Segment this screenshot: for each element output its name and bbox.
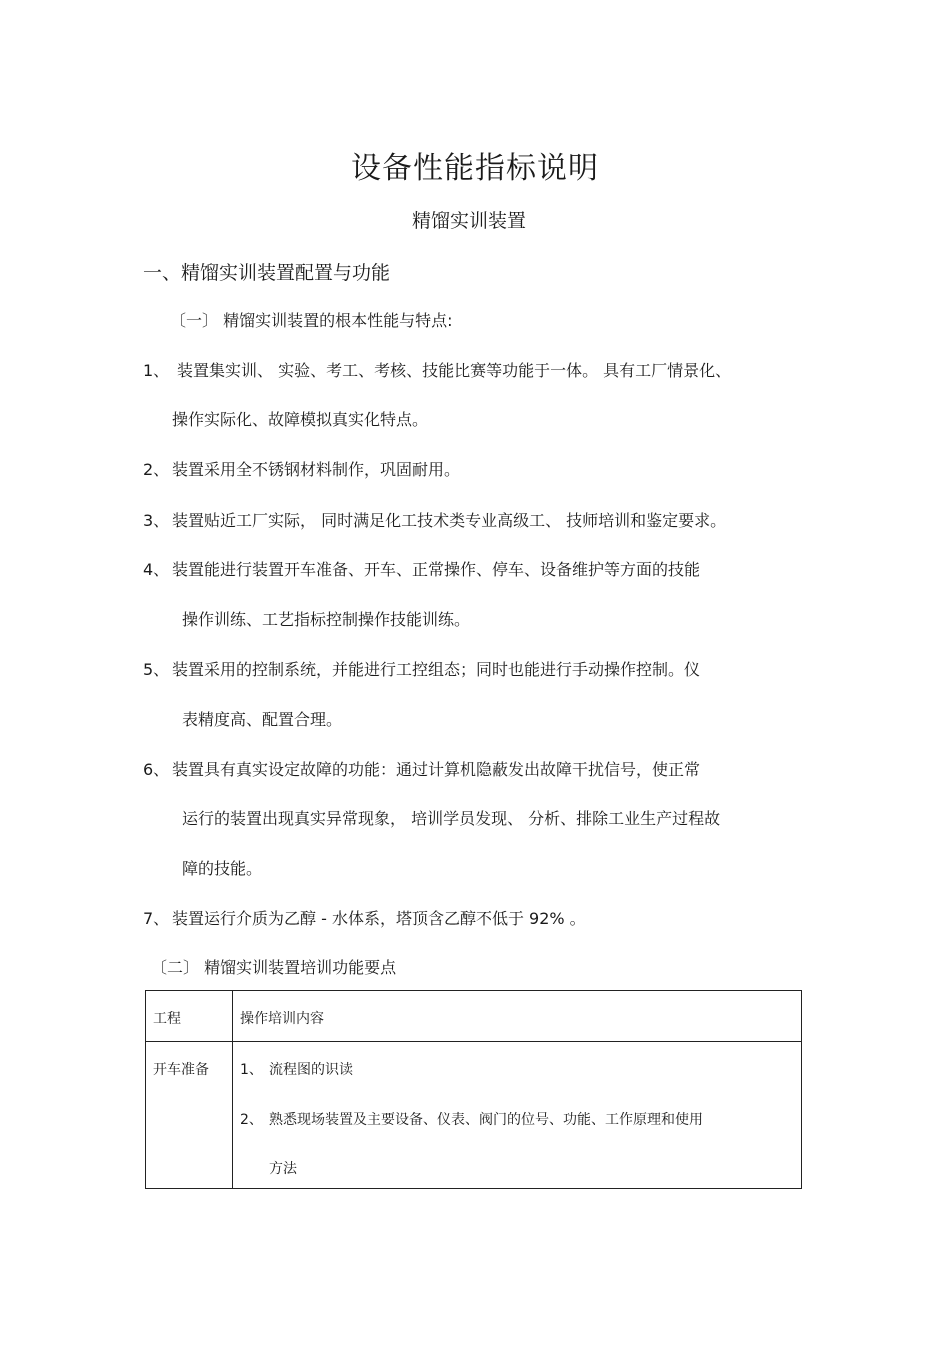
list-item-number: 1、 [143,361,170,380]
list-item-line: 装置集实训、 实验、考工、考核、技能比赛等功能于一体。 具有工厂情景化、 [177,361,732,380]
table-divider [232,991,233,1188]
list-item-line: 装置采用的控制系统，并能进行工控组态；同时也能进行手动操作控制。仪 [172,660,701,679]
list-item-number: 7、 [143,909,170,928]
list-item-number: 2、 [143,460,170,479]
list-item-line: 障的技能。 [182,859,263,878]
list-item-number: 5、 [143,660,170,679]
list-item-line: 装置具有真实设定故障的功能：通过计算机隐蔽发出故障干扰信号，使正常 [172,760,701,779]
page-subtitle: 精馏实训装置 [411,210,526,232]
page-title: 设备性能指标说明 [351,151,599,186]
section-heading: 一、精馏实训装置配置与功能 [143,262,391,284]
list-item-line: 装置贴近工厂实际， 同时满足化工技术类专业高级工、 技师培训和鉴定要求。 [172,511,727,530]
table-header-content: 操作培训内容 [240,1011,324,1027]
list-item-number: 3、 [143,511,170,530]
table-cell-number: 1、 [240,1062,263,1078]
list-item-line: 表精度高、配置合理。 [182,710,343,729]
table-header-project: 工程 [153,1011,181,1027]
list-item-line: 运行的装置出现真实异常现象， 培训学员发现、 分析、排除工业生产过程故 [182,809,721,828]
list-item-line: 装置能进行装置开车准备、开车、正常操作、停车、设备维护等方面的技能 [172,560,701,579]
list-item-line: 操作实际化、故障模拟真实化特点。 [172,410,429,429]
list-item-number: 4、 [143,560,170,579]
table-cell-line: 方法 [269,1161,297,1177]
subsection-heading: 〔一〕 精馏实训装置的根本性能与特点: [170,311,453,330]
list-item-line: 操作训练、工艺指标控制操作技能训练。 [182,610,471,629]
table-cell-line: 流程图的识读 [269,1062,353,1078]
list-item-line: 装置采用全不锈钢材料制作，巩固耐用。 [172,460,461,479]
list-item-number: 6、 [143,760,170,779]
table-cell-number: 2、 [240,1112,263,1128]
list-item-line: 装置运行介质为乙醇 - 水体系，塔顶含乙醇不低于 92% 。 [172,909,586,928]
table-cell-line: 熟悉现场装置及主要设备、仪表、阀门的位号、功能、工作原理和使用 [269,1112,703,1128]
training-table [145,990,802,1189]
table-divider [146,1041,801,1042]
subsection-heading: 〔二〕 精馏实训装置培训功能要点 [151,958,397,977]
table-cell-project: 开车准备 [153,1062,209,1078]
